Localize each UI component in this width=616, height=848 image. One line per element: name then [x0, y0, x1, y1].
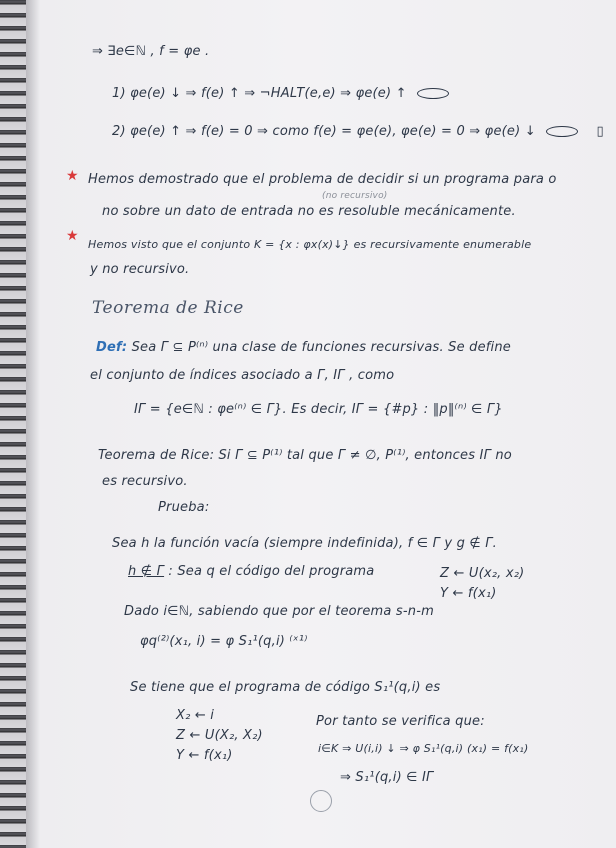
case-1-line	[112, 86, 449, 101]
summary-2-line-a: Hemos visto que el conjunto K = {x : φx(x)↓} es recursivamente enumerable	[88, 238, 532, 251]
program-line-2: Y ← f(x₁)	[440, 586, 497, 601]
case-2-line	[112, 124, 604, 139]
rice-theorem-line-b: es recursivo.	[102, 474, 188, 489]
contradiction-icon	[417, 88, 449, 99]
proof-line-exists: ⇒ ∃e∈ℕ , f = φe .	[92, 44, 210, 59]
conclusion-line-2: i∈K ⇒ U(i,i) ↓ ⇒ φ S₁¹(q,i) (x₁) = f(x₁)	[318, 742, 529, 755]
proof-line-2	[128, 564, 374, 579]
page-circle-mark-icon	[310, 790, 332, 812]
sub-program-line-1: X₂ ← i	[176, 708, 215, 723]
proof-case-label: h ∉ Γ	[128, 564, 165, 579]
proof-case-text: : Sea q el código del programa	[164, 564, 375, 579]
proof-heading: Prueba:	[158, 500, 210, 515]
star-icon: ★	[66, 228, 79, 244]
summary-2-line-b: y no recursivo.	[90, 262, 190, 277]
proof-formula-smn: φq⁽²⁾(x₁, i) = φ S₁¹(q,i) ⁽ˣ¹⁾	[140, 634, 308, 649]
definition-text: Sea Γ ⊆ P⁽ⁿ⁾ una clase de funciones recursivas. Se define	[127, 340, 512, 355]
section-title: Teorema de Rice	[92, 298, 244, 318]
definition-label: Def:	[96, 340, 128, 355]
program-line-1: Z ← U(x₂, x₂)	[440, 566, 525, 581]
star-icon: ★	[66, 168, 79, 184]
binding-shadow	[26, 0, 40, 848]
case-1-text: 1) φe(e) ↓ ⇒ f(e) ↑ ⇒ ¬HALT(e,e) ⇒ φe(e) ↑	[112, 86, 407, 101]
conclusion-line-3: ⇒ S₁¹(q,i) ∈ IΓ	[340, 770, 434, 785]
summary-1-line-a: Hemos demostrado que el problema de decidir si un programa para o	[88, 172, 557, 187]
qed-icon: ▯	[596, 124, 604, 139]
proof-line-5: Se tiene que el programa de código S₁¹(q,i) es	[130, 680, 441, 695]
proof-line-1: Sea h la función vacía (siempre indefinida), f ∈ Γ y g ∉ Γ.	[112, 536, 498, 551]
spiral-binding	[0, 0, 26, 848]
definition-formula: IΓ = {e∈ℕ : φe⁽ⁿ⁾ ∈ Γ}. Es decir, IΓ = {#p} : ‖p‖⁽ⁿ⁾ ∈ Γ}	[134, 402, 503, 417]
proof-line-3: Dado i∈ℕ, sabiendo que por el teorema s-n-m	[124, 604, 434, 619]
case-2-text: 2) φe(e) ↑ ⇒ f(e) = 0 ⇒ como f(e) = φe(e), φe(e) = 0 ⇒ φe(e) ↓	[112, 124, 536, 139]
summary-1-note: (no recursivo)	[322, 191, 388, 201]
conclusion-line-1: Por tanto se verifica que:	[316, 714, 485, 729]
summary-1-line-b: no sobre un dato de entrada no es resoluble mecánicamente.	[102, 204, 516, 219]
rice-theorem-line-a: Teorema de Rice: Si Γ ⊆ P⁽¹⁾ tal que Γ ≠ ∅, P⁽¹⁾, entonces IΓ no	[98, 448, 512, 463]
sub-program-line-3: Y ← f(x₁)	[176, 748, 233, 763]
definition-line-a	[96, 340, 511, 355]
sub-program-line-2: Z ← U(X₂, X₂)	[176, 728, 263, 743]
contradiction-icon	[546, 126, 578, 137]
definition-line-b: el conjunto de índices asociado a Γ, IΓ , como	[90, 368, 395, 383]
